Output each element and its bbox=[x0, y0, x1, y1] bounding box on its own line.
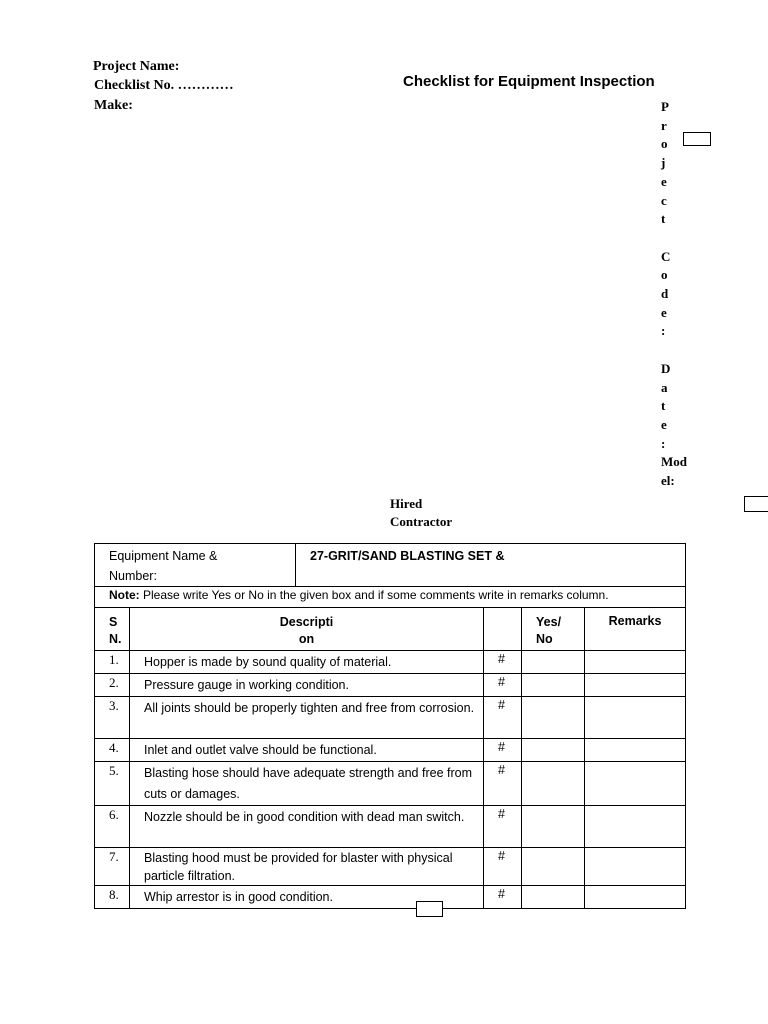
col-header-blank bbox=[484, 608, 522, 651]
no-line: No bbox=[536, 632, 553, 646]
row-mark: # bbox=[484, 762, 522, 806]
page-title: Checklist for Equipment Inspection bbox=[403, 73, 655, 90]
vertical-char: o bbox=[661, 136, 668, 152]
col-header-description bbox=[130, 608, 484, 651]
yes-no-cell[interactable] bbox=[522, 674, 585, 697]
sn-line1: S bbox=[109, 615, 118, 629]
row-mark: # bbox=[484, 886, 522, 909]
row-sn: 4. bbox=[95, 739, 130, 762]
table-row bbox=[95, 886, 686, 909]
table-row bbox=[95, 697, 686, 739]
yes-no-cell[interactable] bbox=[522, 806, 585, 848]
row-mark: # bbox=[484, 739, 522, 762]
row-mark: # bbox=[484, 697, 522, 739]
row-sn: 3. bbox=[95, 697, 130, 739]
col-header-yes-no bbox=[522, 608, 585, 651]
row-description: Inlet and outlet valve should be functional. bbox=[130, 739, 484, 762]
row-sn: 8. bbox=[95, 886, 130, 909]
vertical-char: el: bbox=[661, 473, 675, 489]
row-sn: 7. bbox=[95, 848, 130, 886]
input-box[interactable] bbox=[416, 901, 443, 917]
row-description: Nozzle should be in good condition with dead man switch. bbox=[130, 806, 484, 848]
hired-contractor-label bbox=[390, 495, 452, 531]
vertical-char: c bbox=[661, 192, 667, 208]
row-description: Whip arrestor is in good condition. bbox=[130, 886, 484, 909]
row-mark: # bbox=[484, 651, 522, 674]
vertical-char: a bbox=[661, 379, 668, 395]
vertical-char: P bbox=[661, 99, 669, 114]
equipment-label-line2: Number: bbox=[109, 569, 157, 583]
yes-no-cell[interactable] bbox=[522, 739, 585, 762]
remarks-cell[interactable] bbox=[585, 697, 686, 739]
table-row bbox=[95, 651, 686, 674]
row-description: Pressure gauge in working condition. bbox=[130, 674, 484, 697]
vertical-char: t bbox=[661, 211, 666, 227]
vertical-char: : bbox=[661, 323, 666, 339]
row-mark: # bbox=[484, 674, 522, 697]
row-mark: # bbox=[484, 848, 522, 886]
yes-line: Yes/ bbox=[536, 615, 562, 629]
contractor-line: Contractor bbox=[390, 514, 453, 529]
vertical-char: D bbox=[661, 360, 671, 376]
table-row bbox=[95, 848, 686, 886]
row-sn: 2. bbox=[95, 674, 130, 697]
input-box[interactable] bbox=[683, 132, 711, 146]
row-description: All joints should be properly tighten and free from corrosion. bbox=[130, 697, 484, 739]
yes-no-cell[interactable] bbox=[522, 886, 585, 909]
table-row bbox=[95, 674, 686, 697]
col-header-sn bbox=[95, 608, 130, 651]
yes-no-cell[interactable] bbox=[522, 848, 585, 886]
vertical-char: : bbox=[661, 435, 666, 451]
table-row bbox=[95, 762, 686, 806]
remarks-cell[interactable] bbox=[585, 886, 686, 909]
vertical-char: C bbox=[661, 248, 671, 264]
make-label: Make: bbox=[94, 98, 133, 113]
vertical-char: d bbox=[661, 286, 669, 302]
vertical-char: r bbox=[661, 117, 667, 133]
row-description: Hopper is made by sound quality of material. bbox=[130, 651, 484, 674]
row-mark: # bbox=[484, 806, 522, 848]
equipment-name-value[interactable]: 27-GRIT/SAND BLASTING SET & bbox=[296, 544, 686, 587]
vertical-char: t bbox=[661, 398, 666, 414]
vertical-char: o bbox=[661, 267, 668, 283]
remarks-cell[interactable] bbox=[585, 739, 686, 762]
row-description: Blasting hood must be provided for blaster with physical particle filtration. bbox=[130, 848, 484, 886]
note-label: Note: bbox=[109, 588, 140, 602]
checklist-no-label: Checklist No. ………… bbox=[94, 78, 234, 93]
vertical-char: j bbox=[661, 155, 666, 171]
hired-line: Hired bbox=[390, 496, 423, 511]
vertical-char: Mod bbox=[661, 454, 687, 470]
equipment-name-label-cell bbox=[95, 544, 296, 587]
vertical-char bbox=[661, 229, 697, 248]
remarks-cell[interactable] bbox=[585, 848, 686, 886]
yes-no-cell[interactable] bbox=[522, 697, 585, 739]
vertical-char bbox=[661, 341, 697, 360]
inspection-table bbox=[94, 543, 686, 909]
col-header-remarks: Remarks bbox=[585, 608, 686, 651]
vertical-char: e bbox=[661, 304, 667, 320]
vertical-char: e bbox=[661, 416, 667, 432]
sn-line2: N. bbox=[109, 632, 122, 646]
note-row bbox=[95, 587, 686, 608]
remarks-cell[interactable] bbox=[585, 651, 686, 674]
note-text: Please write Yes or No in the given box and if some comments write in remarks column. bbox=[139, 588, 609, 602]
remarks-cell[interactable] bbox=[585, 762, 686, 806]
remarks-cell[interactable] bbox=[585, 806, 686, 848]
table-row bbox=[95, 739, 686, 762]
table-row bbox=[95, 806, 686, 848]
remarks-cell[interactable] bbox=[585, 674, 686, 697]
vertical-char: e bbox=[661, 173, 667, 189]
vertical-field-labels bbox=[661, 98, 697, 491]
project-name-label: Project Name: bbox=[93, 59, 180, 74]
input-box[interactable] bbox=[744, 496, 768, 512]
row-sn: 6. bbox=[95, 806, 130, 848]
desc-line1: Descripti bbox=[279, 615, 334, 629]
yes-no-cell[interactable] bbox=[522, 651, 585, 674]
equipment-label-line1: Equipment Name & bbox=[109, 549, 218, 563]
row-description: Blasting hose should have adequate strength and free from cuts or damages. bbox=[130, 762, 484, 806]
desc-line2: on bbox=[298, 632, 315, 646]
row-sn: 1. bbox=[95, 651, 130, 674]
yes-no-cell[interactable] bbox=[522, 762, 585, 806]
row-sn: 5. bbox=[95, 762, 130, 806]
